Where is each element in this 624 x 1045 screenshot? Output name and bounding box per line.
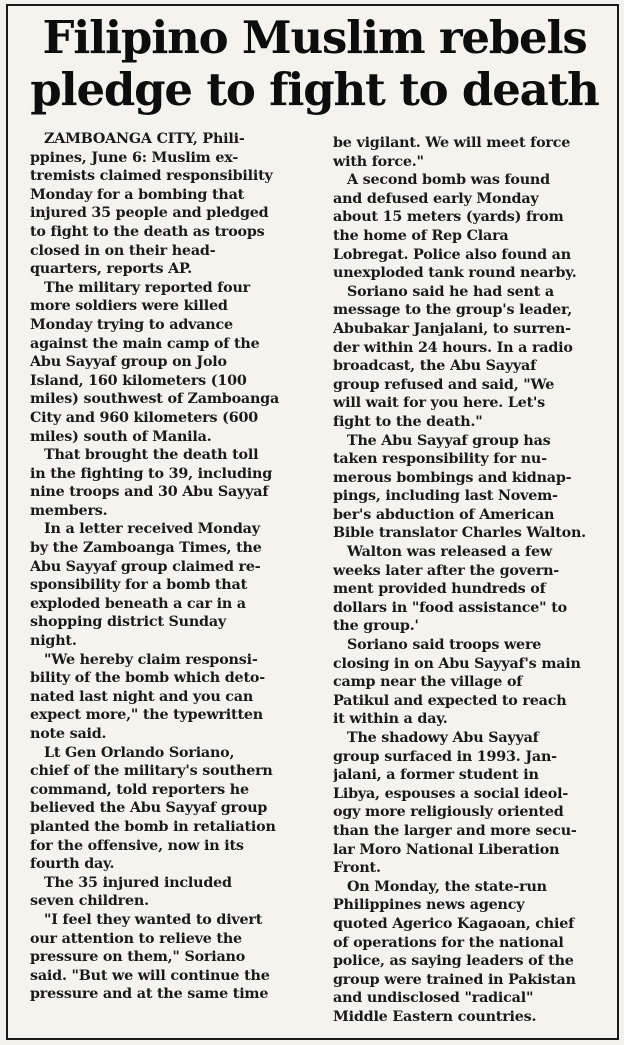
article-line: closed in on their head- bbox=[30, 242, 216, 259]
article-line: group surfaced in 1993. Jan- bbox=[333, 748, 557, 765]
article-line: Lt Gen Orlando Soriano, bbox=[44, 744, 235, 761]
article-line: Monday for a bombing that bbox=[30, 186, 245, 203]
article-line: The Abu Sayyaf group has bbox=[347, 432, 551, 449]
article-line: planted the bomb in retaliation bbox=[30, 818, 276, 835]
article-line: unexploded tank round nearby. bbox=[333, 265, 577, 282]
article-paragraph bbox=[30, 130, 314, 279]
article-line: and defused early Monday bbox=[333, 190, 539, 207]
article-paragraph bbox=[30, 446, 314, 520]
article-line: der within 24 hours. In a radio bbox=[333, 339, 573, 356]
article-line: group were trained in Pakistan bbox=[333, 971, 576, 988]
article-line: Monday trying to advance bbox=[30, 316, 233, 333]
article-line: The 35 injured included bbox=[44, 874, 232, 891]
article-line: The military reported four bbox=[44, 279, 250, 296]
article-line: lar Moro National Liberation bbox=[333, 841, 560, 858]
article-line: City and 960 kilometers (600 bbox=[30, 409, 258, 426]
article-line: quoted Agerico Kagaoan, chief bbox=[333, 915, 575, 932]
article-line: members. bbox=[30, 502, 108, 519]
article-line: closing in on Abu Sayyaf's main bbox=[333, 655, 581, 672]
article-line: for the offensive, now in its bbox=[30, 837, 244, 854]
article-paragraph bbox=[333, 171, 611, 283]
article-line: and undisclosed "radical" bbox=[333, 990, 534, 1007]
article-line: pressure on them," Soriano bbox=[30, 949, 246, 966]
article-line: will wait for you here. Let's bbox=[333, 395, 546, 412]
article-line: to fight to the death as troops bbox=[30, 223, 265, 240]
article-line: dollars in "food assistance" to bbox=[333, 599, 567, 616]
article-line: with force." bbox=[333, 153, 424, 170]
article-line: Island, 160 kilometers (100 bbox=[30, 372, 247, 389]
article-line: Front. bbox=[333, 860, 381, 877]
article-line: the group.' bbox=[333, 618, 419, 635]
article-paragraph bbox=[30, 874, 314, 911]
article-paragraph bbox=[30, 279, 314, 446]
article-line: Soriano said troops were bbox=[347, 637, 542, 654]
article-line: ment provided hundreds of bbox=[333, 581, 546, 598]
article-line: ogy more religiously oriented bbox=[333, 804, 564, 821]
headline-line-1: Filipino Muslim rebels bbox=[42, 11, 587, 64]
article-line: quarters, reports AP. bbox=[30, 261, 193, 278]
article-paragraph bbox=[333, 134, 611, 171]
article-line: the home of Rep Clara bbox=[333, 227, 509, 244]
article-line: group refused and said, "We bbox=[333, 376, 555, 393]
article-paragraph bbox=[333, 432, 611, 544]
article-line: by the Zamboanga Times, the bbox=[30, 540, 262, 557]
article-line: A second bomb was found bbox=[347, 172, 550, 189]
article-line: believed the Abu Sayyaf group bbox=[30, 800, 268, 817]
article-line: be vigilant. We will meet force bbox=[333, 135, 571, 151]
article-line: That brought the death toll bbox=[44, 447, 259, 464]
article-line: taken responsibility for nu- bbox=[333, 451, 547, 468]
article-line: miles) southwest of Zamboanga bbox=[30, 391, 280, 408]
article-line: chief of the military's southern bbox=[30, 763, 273, 780]
article-line: weeks later after the govern- bbox=[333, 562, 560, 579]
article-line: camp near the village of bbox=[333, 674, 523, 691]
article-line: about 15 meters (yards) from bbox=[333, 209, 564, 226]
article-line: injured 35 people and pledged bbox=[30, 205, 269, 222]
article-line: ber's abduction of American bbox=[333, 506, 555, 523]
article-line: expect more," the typewritten bbox=[30, 707, 263, 724]
article-paragraph bbox=[333, 543, 611, 636]
newspaper-clipping bbox=[6, 4, 619, 1040]
article-line: seven children. bbox=[30, 893, 149, 910]
article-paragraph bbox=[30, 744, 314, 874]
article-line: note said. bbox=[30, 726, 107, 742]
article-column-right bbox=[333, 134, 611, 1027]
article-line: ppines, June 6: Muslim ex- bbox=[30, 149, 239, 166]
article-line: "We hereby claim responsi- bbox=[44, 651, 258, 668]
article-line: Lobregat. Police also found an bbox=[333, 246, 571, 263]
article-line: Abu Sayyaf group on Jolo bbox=[30, 354, 227, 371]
article-line: shopping district Sunday bbox=[30, 614, 226, 631]
article-line: miles) south of Manila. bbox=[30, 428, 212, 445]
article-line: tremists claimed responsibility bbox=[30, 168, 273, 185]
headline-line-2: pledge to fight to death bbox=[30, 63, 599, 116]
article-line: bility of the bomb which deto- bbox=[30, 670, 265, 687]
article-line: against the main camp of the bbox=[30, 335, 260, 352]
article-line: Middle Eastern countries. bbox=[333, 1008, 537, 1025]
article-line: Walton was released a few bbox=[347, 544, 552, 561]
article-line: Patikul and expected to reach bbox=[333, 692, 567, 709]
article-line: merous bombings and kidnap- bbox=[333, 469, 572, 486]
article-line: said. "But we will continue the bbox=[30, 967, 270, 984]
article-line: pings, including last Novem- bbox=[333, 488, 558, 505]
headline bbox=[8, 12, 621, 116]
article-line: Soriano said he had sent a bbox=[347, 283, 554, 300]
article-line: it within a day. bbox=[333, 711, 448, 728]
article-line: sponsibility for a bomb that bbox=[30, 577, 247, 594]
article-paragraph bbox=[333, 729, 611, 878]
article-line: ZAMBOANGA CITY, Phili- bbox=[44, 131, 245, 147]
article-line: On Monday, the state-run bbox=[347, 878, 547, 895]
article-line: In a letter received Monday bbox=[44, 521, 260, 538]
article-column-left bbox=[30, 130, 314, 1004]
article-line: nated last night and you can bbox=[30, 688, 254, 705]
article-line: fight to the death." bbox=[333, 413, 483, 430]
article-paragraph bbox=[333, 636, 611, 729]
article-line: message to the group's leader, bbox=[333, 302, 573, 319]
article-paragraph bbox=[30, 651, 314, 744]
article-paragraph bbox=[333, 283, 611, 432]
article-line: Libya, espouses a social ideol- bbox=[333, 785, 569, 802]
article-line: night. bbox=[30, 633, 77, 650]
article-line: fourth day. bbox=[30, 856, 115, 873]
article-line: exploded beneath a car in a bbox=[30, 595, 246, 612]
article-line: jalani, a former student in bbox=[333, 767, 539, 784]
article-paragraph bbox=[30, 520, 314, 650]
article-line: more soldiers were killed bbox=[30, 298, 228, 315]
article-paragraph bbox=[30, 911, 314, 1004]
article-line: in the fighting to 39, including bbox=[30, 465, 272, 482]
article-line: The shadowy Abu Sayyaf bbox=[347, 730, 539, 746]
article-line: pressure and at the same time bbox=[30, 986, 269, 1003]
article-line: Abu Sayyaf group claimed re- bbox=[30, 558, 261, 575]
article-line: nine troops and 30 Abu Sayyaf bbox=[30, 484, 269, 501]
article-line: "I feel they wanted to divert bbox=[44, 911, 263, 928]
article-line: than the larger and more secu- bbox=[333, 822, 577, 839]
article-line: command, told reporters he bbox=[30, 781, 249, 798]
article-line: of operations for the national bbox=[333, 934, 564, 951]
article-line: Bible translator Charles Walton. bbox=[333, 525, 586, 542]
article-line: police, as saying leaders of the bbox=[333, 953, 574, 970]
article-paragraph bbox=[333, 878, 611, 1027]
article-line: broadcast, the Abu Sayyaf bbox=[333, 358, 537, 375]
article-line: Philippines news agency bbox=[333, 897, 525, 914]
article-line: Abubakar Janjalani, to surren- bbox=[333, 320, 571, 337]
article-line: our attention to relieve the bbox=[30, 930, 242, 947]
